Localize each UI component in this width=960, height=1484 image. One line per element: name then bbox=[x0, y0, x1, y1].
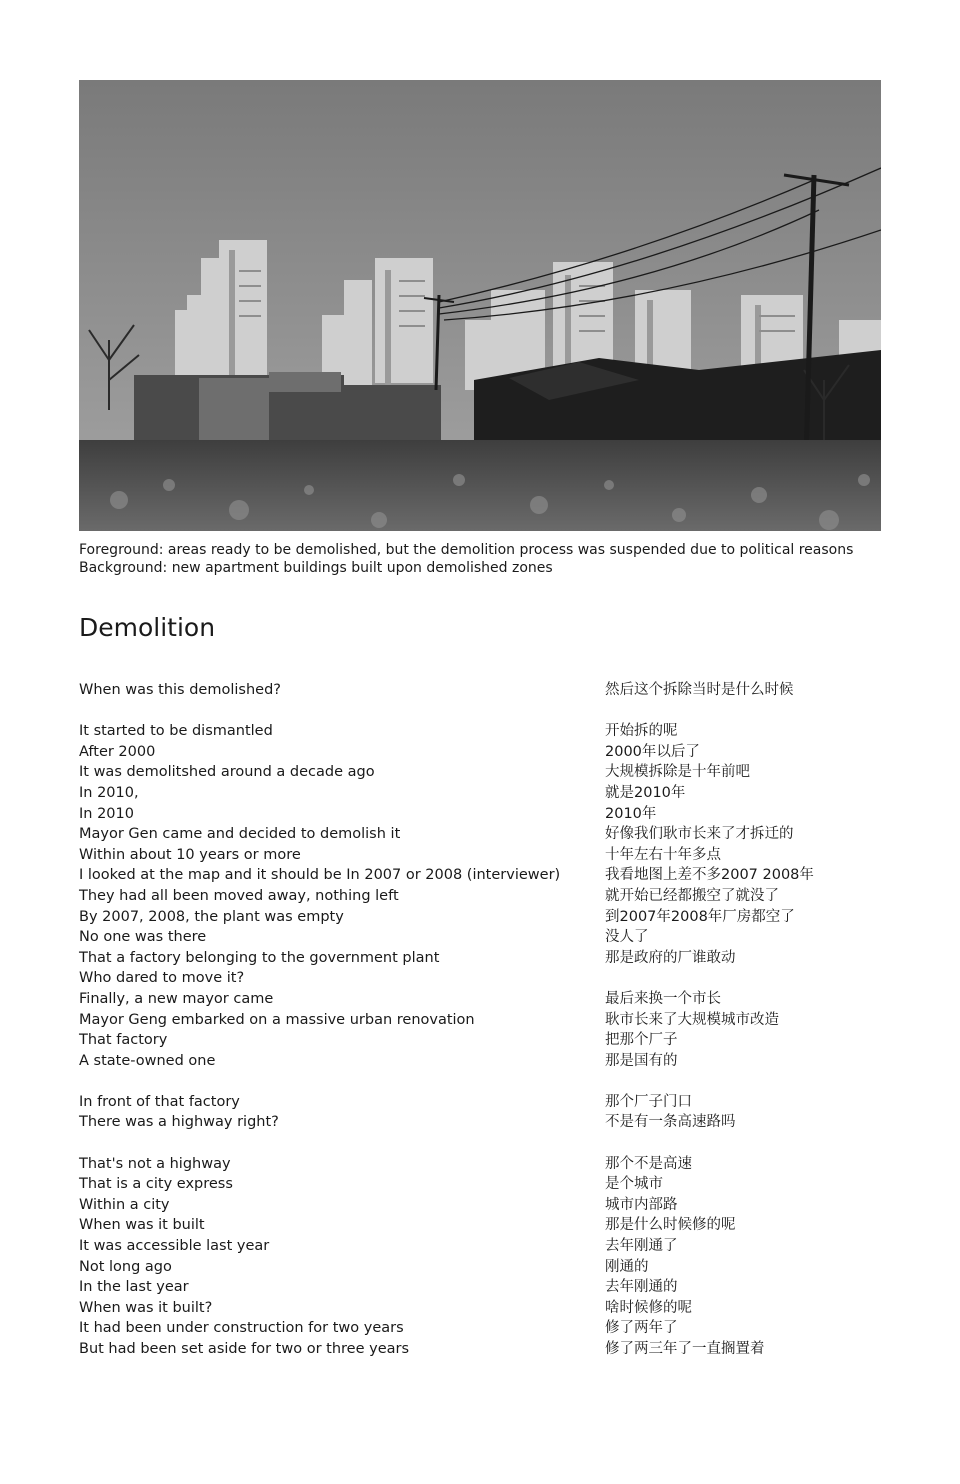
en-line: That is a city express bbox=[79, 1176, 233, 1193]
section-title: Demolition bbox=[79, 613, 216, 642]
en-line: It was accessible last year bbox=[79, 1238, 270, 1255]
en-line: When was it built bbox=[79, 1217, 205, 1234]
en-line: Not long ago bbox=[79, 1258, 172, 1275]
zh-line: 去年刚通了 bbox=[605, 1238, 678, 1255]
en-line: When was this demolished? bbox=[79, 682, 281, 698]
en-line: I looked at the map and it should be In 2007 or 2008 (interviewer) bbox=[79, 867, 561, 884]
en-line: After 2000 bbox=[79, 743, 156, 760]
en-line: Finally, a new mayor came bbox=[79, 990, 274, 1007]
en-line: That a factory belonging to the government plant bbox=[79, 949, 440, 966]
zh-line bbox=[605, 1071, 905, 1092]
zh-line: 那是什么时候修的呢 bbox=[605, 1217, 736, 1234]
zh-line: 开始拆的呢 bbox=[605, 723, 678, 740]
caption-foreground: Foreground: areas ready to be demolished, but the demolition process was suspended due to political reasons bbox=[79, 542, 854, 558]
en-line: No one was there bbox=[79, 929, 207, 946]
photo-caption bbox=[79, 541, 899, 577]
zh-line: 那是国有的 bbox=[605, 1052, 678, 1069]
zh-line: 最后来换一个市长 bbox=[605, 990, 721, 1007]
zh-line: 去年刚通的 bbox=[605, 1279, 678, 1296]
en-line: Mayor Gen came and decided to demolish it bbox=[79, 826, 401, 843]
zh-line: 就是2010年 bbox=[605, 784, 686, 801]
zh-line: 大规模拆除是十年前吧 bbox=[605, 764, 750, 781]
zh-line bbox=[605, 968, 905, 989]
zh-line: 2000年以后了 bbox=[605, 743, 700, 760]
en-line: Within a city bbox=[79, 1196, 170, 1213]
zh-line: 修了两年了 bbox=[605, 1320, 678, 1337]
en-line: Who dared to move it? bbox=[79, 970, 245, 987]
zh-line: 十年左右十年多点 bbox=[605, 846, 721, 863]
en-line: In 2010 bbox=[79, 805, 134, 822]
zh-line: 2010年 bbox=[605, 805, 657, 822]
zh-line: 啥时候修的呢 bbox=[605, 1299, 692, 1316]
zh-line: 我看地图上差不多2007 2008年 bbox=[605, 867, 814, 884]
zh-line: 耿市长来了大规模城市改造 bbox=[605, 1011, 779, 1028]
en-line: When was it built? bbox=[79, 1299, 213, 1316]
en-line: But had been set aside for two or three years bbox=[79, 1341, 410, 1357]
demolition-photo bbox=[79, 80, 881, 531]
en-line: That's not a highway bbox=[79, 1155, 231, 1172]
en-line: In the last year bbox=[79, 1279, 189, 1296]
zh-line: 就开始已经都搬空了就没了 bbox=[605, 887, 779, 904]
zh-line: 到2007年2008年厂房都空了 bbox=[605, 908, 795, 925]
en-line: It was demolitshed around a decade ago bbox=[79, 764, 375, 781]
zh-line: 把那个厂子 bbox=[605, 1032, 678, 1049]
chinese-transcript bbox=[605, 680, 905, 1360]
zh-line: 然后这个拆除当时是什么时候 bbox=[605, 682, 794, 698]
en-line: In 2010, bbox=[79, 784, 139, 801]
en-line bbox=[79, 701, 579, 722]
zh-line: 刚通的 bbox=[605, 1258, 649, 1275]
zh-line: 是个城市 bbox=[605, 1176, 663, 1193]
zh-line: 那是政府的厂谁敢动 bbox=[605, 949, 736, 966]
zh-line: 那个不是高速 bbox=[605, 1155, 692, 1172]
en-line: It had been under construction for two years bbox=[79, 1320, 404, 1337]
en-line: There was a highway right? bbox=[79, 1114, 279, 1131]
zh-line: 好像我们耿市长来了才拆迁的 bbox=[605, 826, 794, 843]
zh-line: 修了两三年了一直搁置着 bbox=[605, 1341, 765, 1357]
zh-line: 没人了 bbox=[605, 929, 649, 946]
en-line: In front of that factory bbox=[79, 1093, 240, 1110]
en-line: Mayor Geng embarked on a massive urban renovation bbox=[79, 1011, 475, 1028]
zh-line: 城市内部路 bbox=[605, 1196, 678, 1213]
en-line: A state-owned one bbox=[79, 1052, 216, 1069]
caption-background: Background: new apartment buildings built upon demolished zones bbox=[79, 560, 553, 576]
zh-line: 不是有一条高速路吗 bbox=[605, 1114, 736, 1131]
en-line bbox=[79, 1133, 579, 1154]
zh-line bbox=[605, 701, 905, 722]
english-transcript bbox=[79, 680, 579, 1360]
en-line: They had all been moved away, nothing left bbox=[79, 887, 399, 904]
zh-line bbox=[605, 1133, 905, 1154]
zh-line: 那个厂子门口 bbox=[605, 1093, 692, 1110]
en-line: That factory bbox=[79, 1032, 168, 1049]
en-line: Within about 10 years or more bbox=[79, 846, 301, 863]
en-line: By 2007, 2008, the plant was empty bbox=[79, 908, 344, 925]
en-line bbox=[79, 1071, 579, 1092]
en-line: It started to be dismantled bbox=[79, 723, 273, 740]
